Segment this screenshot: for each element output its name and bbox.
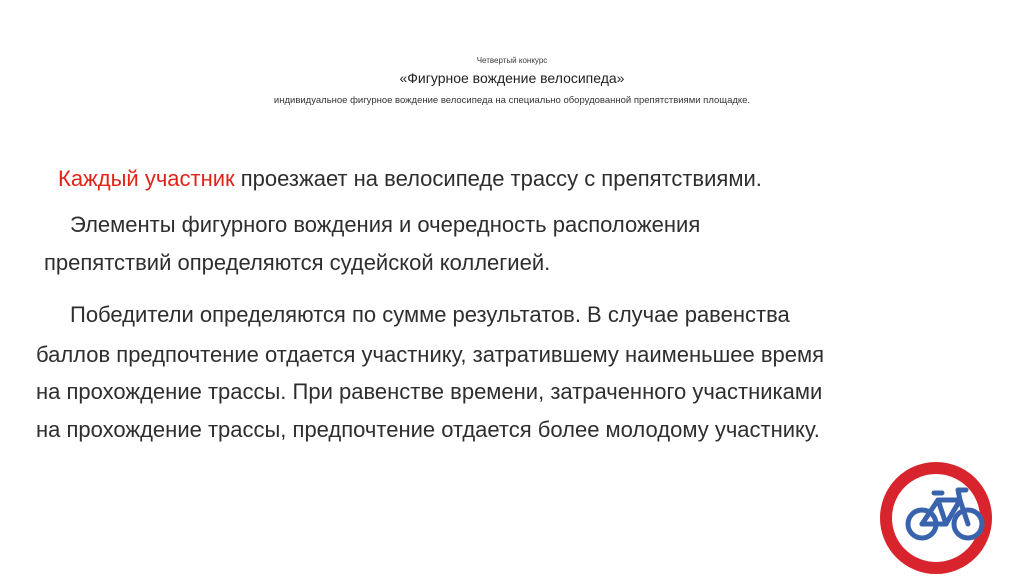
paragraph-3-line-3: на прохождение трассы. При равенстве времени, затраченного участниками <box>36 379 823 404</box>
paragraph-1-highlight: Каждый участник <box>58 166 235 191</box>
paragraph-1-rest: проезжает на велосипеде трассу с препятствиями. <box>234 166 762 191</box>
paragraph-3-line-4: на прохождение трассы, предпочтение отдается более молодому участнику. <box>36 417 820 442</box>
slide-title: «Фигурное вождение велосипеда» <box>399 70 625 86</box>
bicycle-sign-icon <box>878 460 994 576</box>
paragraph-1 <box>58 160 762 198</box>
slide-overline: Четвертый конкурс <box>476 56 548 65</box>
paragraph-3-line-1: Победители определяются по сумме результатов. В случае равенства <box>70 302 790 327</box>
paragraph-3-line-2: баллов предпочтение отдается участнику, затратившему наименьшее время <box>36 342 825 367</box>
paragraph-2-line-2: препятствий определяются судейской коллегией. <box>44 250 551 275</box>
slide-description: индивидуальное фигурное вождение велосипеда на специально оборудованной препятствиями площадке. <box>273 95 751 106</box>
paragraph-2-line-1: Элементы фигурного вождения и очередность расположения <box>70 212 701 237</box>
